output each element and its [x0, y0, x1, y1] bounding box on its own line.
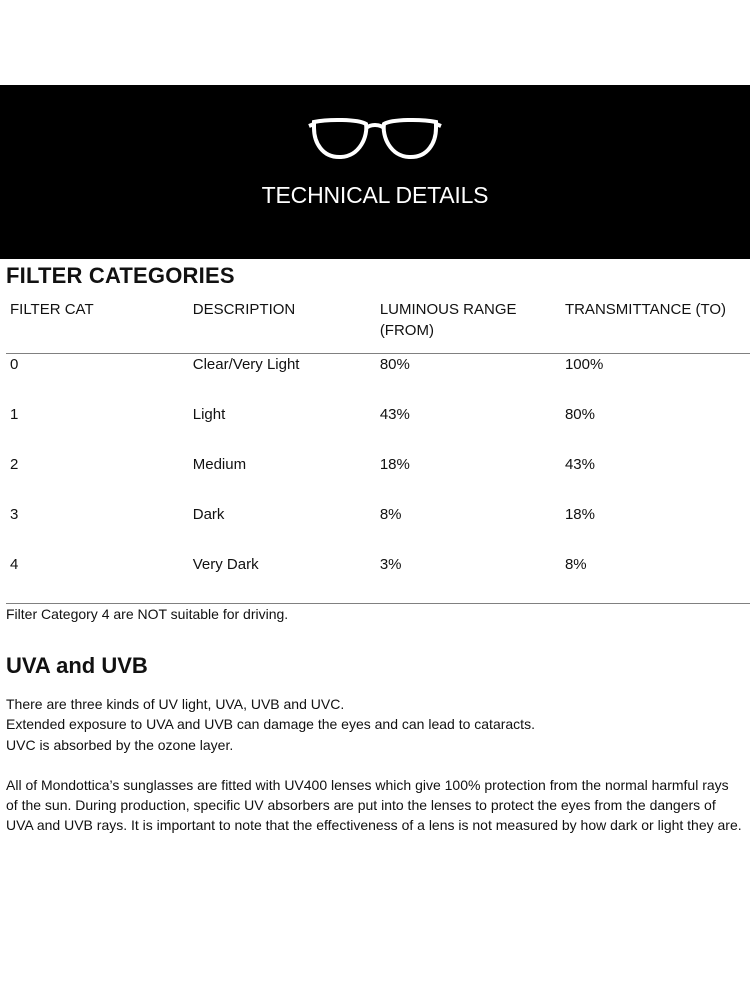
table-cell: Very Dark	[189, 554, 376, 604]
table-row	[6, 404, 750, 454]
table-cell: Dark	[192, 505, 225, 523]
table-row	[6, 554, 750, 604]
table-cell: 1	[10, 405, 19, 423]
column-header: DESCRIPTION	[189, 297, 376, 354]
column-header: TRANSMITTANCE (TO)	[561, 297, 750, 354]
table-cell: Clear/Very Light	[192, 356, 300, 373]
table-cell: 0	[10, 356, 19, 373]
table-cell: 43%	[564, 455, 595, 473]
table-cell: Light	[192, 405, 226, 423]
table-row	[6, 354, 750, 404]
table-header-row	[6, 297, 750, 354]
table-cell: 8%	[379, 505, 402, 523]
table-cell: Medium	[192, 455, 247, 473]
filter-categories-heading: FILTER CATEGORIES	[6, 263, 235, 288]
table-cell: 100%	[564, 356, 604, 373]
table-cell: 80%	[564, 405, 595, 423]
column-header: LUMINOUS RANGE (FROM)	[376, 297, 561, 354]
uv-line: There are three kinds of UV light, UVA, UVB and UVC.	[6, 696, 345, 712]
page-title: TECHNICAL DETAILS	[261, 182, 489, 208]
driving-warning-note: Filter Category 4 are NOT suitable for driving.	[6, 606, 289, 622]
uv-paragraph: All of Mondottica’s sunglasses are fitted with UV400 lenses which give 100% protection from the normal harmful rays of the sun. During production, specific UV absorbers are put into the lenses to protect the eyes from the dangers of UVA and UVB rays. It is important to note that the effectiveness of a lens is not measured by how dark or light they are.	[6, 776, 742, 834]
table-row	[6, 454, 750, 504]
filter-categories-table	[6, 297, 750, 604]
column-header: FILTER CAT	[6, 297, 189, 354]
header-banner	[0, 85, 750, 259]
uv-text-block	[6, 694, 744, 836]
table-cell: 2	[10, 455, 19, 473]
table-cell: 80%	[379, 356, 410, 373]
table-cell: 4	[6, 554, 189, 604]
table-cell: 18%	[564, 505, 595, 523]
table-cell: 18%	[379, 455, 410, 473]
table-row	[6, 504, 750, 554]
table-cell: 8%	[561, 554, 750, 604]
glasses-icon	[308, 116, 442, 162]
uv-line: Extended exposure to UVA and UVB can damage the eyes and can lead to cataracts.	[6, 716, 535, 733]
uv-line: UVC is absorbed by the ozone layer.	[6, 736, 234, 753]
uv-heading: UVA and UVB	[6, 653, 148, 678]
table-cell: 3	[10, 505, 19, 523]
table-cell: 3%	[376, 554, 561, 604]
table-cell: 43%	[379, 405, 410, 423]
